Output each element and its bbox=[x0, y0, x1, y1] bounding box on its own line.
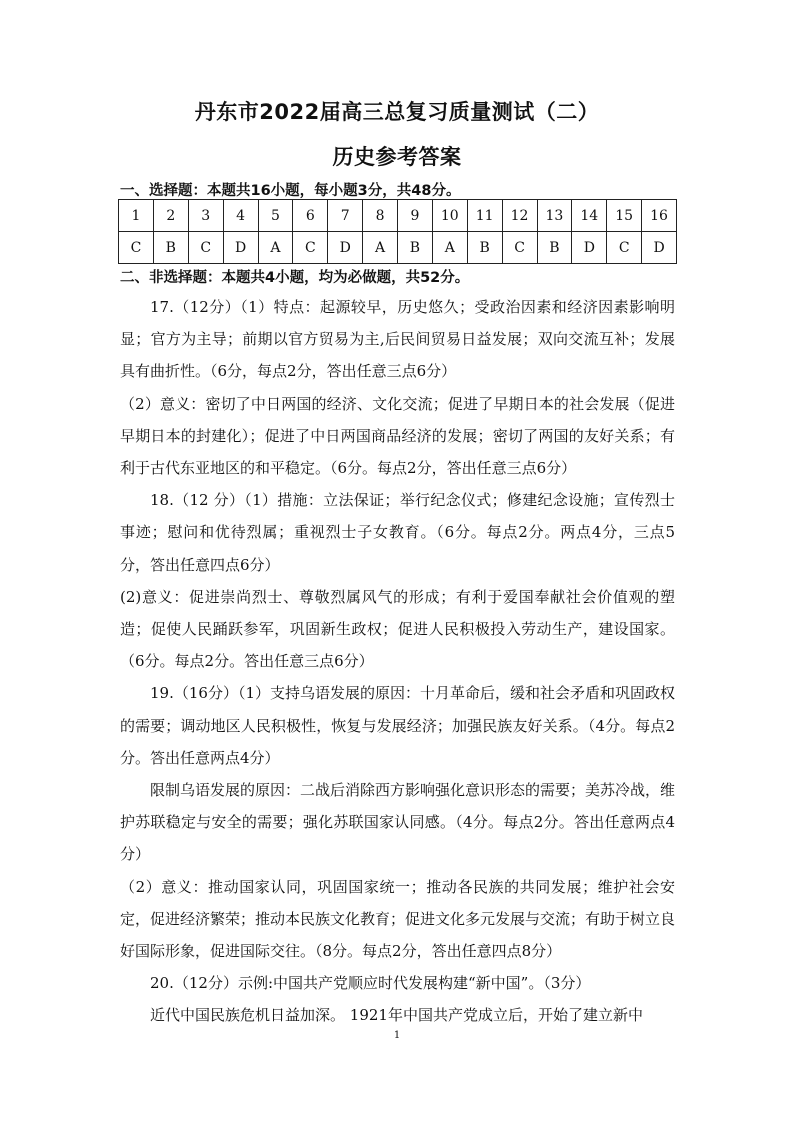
question-number-cell: 14 bbox=[572, 200, 607, 232]
section-heading-free-response: 二、非选择题：本题共4小题，均为必做题，共52分。 bbox=[120, 270, 470, 286]
answer-cell: C bbox=[188, 232, 223, 264]
question-number-cell: 2 bbox=[153, 200, 188, 232]
answer-paragraph-18-2: (2)意义：促进崇尚烈士、尊敬烈属风气的形成；有利于爱国奉献社会价值观的塑造；促使人民踊跃参军，巩固新生政权；促进人民积极投入劳动生产，建设国家。（6分。每点2分。答出任意三点6分） bbox=[120, 587, 675, 671]
page-number: 1 bbox=[393, 1030, 401, 1041]
answer-table-row-numbers bbox=[119, 200, 677, 232]
question-number-cell: 6 bbox=[293, 200, 328, 232]
question-number-cell: 15 bbox=[607, 200, 642, 232]
document-title: 丹东市2022届高三总复习质量测试（二） bbox=[194, 100, 600, 124]
answer-paragraph-20-heading: 20.（12分）示例:中国共产党顺应时代发展构建“新中国”。（3分） bbox=[150, 974, 591, 993]
answer-cell: D bbox=[223, 232, 258, 264]
question-number-cell: 8 bbox=[363, 200, 398, 232]
question-number-cell: 7 bbox=[328, 200, 363, 232]
answer-cell: B bbox=[467, 232, 502, 264]
answer-cell: C bbox=[293, 232, 328, 264]
question-number-cell: 4 bbox=[223, 200, 258, 232]
answer-cell: A bbox=[432, 232, 467, 264]
question-number-cell: 9 bbox=[398, 200, 433, 232]
answer-paragraph-19-1a: 19.（16分）（1）支持乌语发展的原因：十月革命后，缓和社会矛盾和巩固政权的需要；调动地区人民积极性，恢复与发展经济；加强民族友好关系。（4分。每点2分。答出任意两点4分） bbox=[120, 684, 675, 767]
question-number-cell: 11 bbox=[467, 200, 502, 232]
answer-body bbox=[120, 291, 675, 1032]
question-number-cell: 3 bbox=[188, 200, 223, 232]
answer-cell: B bbox=[153, 232, 188, 264]
question-number-cell: 5 bbox=[258, 200, 293, 232]
answer-cell: A bbox=[258, 232, 293, 264]
answer-paragraph-20-body: 近代中国民族危机日益加深。 1921年中国共产党成立后，开始了建立新中 bbox=[150, 1006, 643, 1025]
answer-cell: D bbox=[572, 232, 607, 264]
question-number-cell: 16 bbox=[642, 200, 677, 232]
document-subtitle: 历史参考答案 bbox=[332, 145, 462, 169]
answer-paragraph-19-2: （2）意义：推动国家认同，巩固国家统一；推动各民族的共同发展；维护社会安定，促进经济繁荣；推动本民族文化教育；促进文化多元发展与交流；有助于树立良好国际形象，促进国际交往。（8分。每点2分，答出任意四点8分） bbox=[120, 877, 676, 961]
answer-cell: C bbox=[607, 232, 642, 264]
answer-paragraph-17-1: 17.（12分）（1）特点：起源较早，历史悠久；受政治因素和经济因素影响明显；官方为主导；前期以官方贸易为主,后民间贸易日益发展；双向交流互补；发展具有曲折性。（6分，每点2分，答出任意三点6分） bbox=[120, 298, 675, 381]
section-heading-multiple-choice: 一、选择题：本题共16小题，每小题3分，共48分。 bbox=[120, 183, 461, 199]
question-number-cell: 1 bbox=[119, 200, 154, 232]
answer-cell: D bbox=[328, 232, 363, 264]
answer-paragraph-18-1: 18.（12 分）（1）措施：立法保证；举行纪念仪式；修建纪念设施；宣传烈士事迹；慰问和优待烈属；重视烈士子女教育。（6分。每点2分。两点4分，三点5分，答出任意四点6分） bbox=[120, 491, 675, 574]
question-number-cell: 12 bbox=[502, 200, 537, 232]
question-number-cell: 13 bbox=[537, 200, 572, 232]
answer-cell: C bbox=[119, 232, 154, 264]
answer-cell: A bbox=[363, 232, 398, 264]
answer-cell: D bbox=[642, 232, 677, 264]
answer-table bbox=[118, 199, 677, 264]
answer-paragraph-17-2: （2）意义：密切了中日两国的经济、文化交流；促进了早期日本的社会发展（促进早期日本的封建化）；促进了中日两国商品经济的发展；密切了两国的友好关系；有利于古代东亚地区的和平稳定。（6分。每点2分，答出任意三点6分） bbox=[120, 394, 675, 478]
answer-cell: B bbox=[537, 232, 572, 264]
answer-cell: B bbox=[398, 232, 433, 264]
answer-paragraph-19-1b: 限制乌语发展的原因：二战后消除西方影响强化意识形态的需要；美苏冷战，维护苏联稳定与安全的需要；强化苏联国家认同感。（4分。每点2分。答出任意两点4分） bbox=[120, 781, 676, 864]
answer-table-row-answers bbox=[119, 232, 677, 264]
answer-cell: C bbox=[502, 232, 537, 264]
question-number-cell: 10 bbox=[432, 200, 467, 232]
